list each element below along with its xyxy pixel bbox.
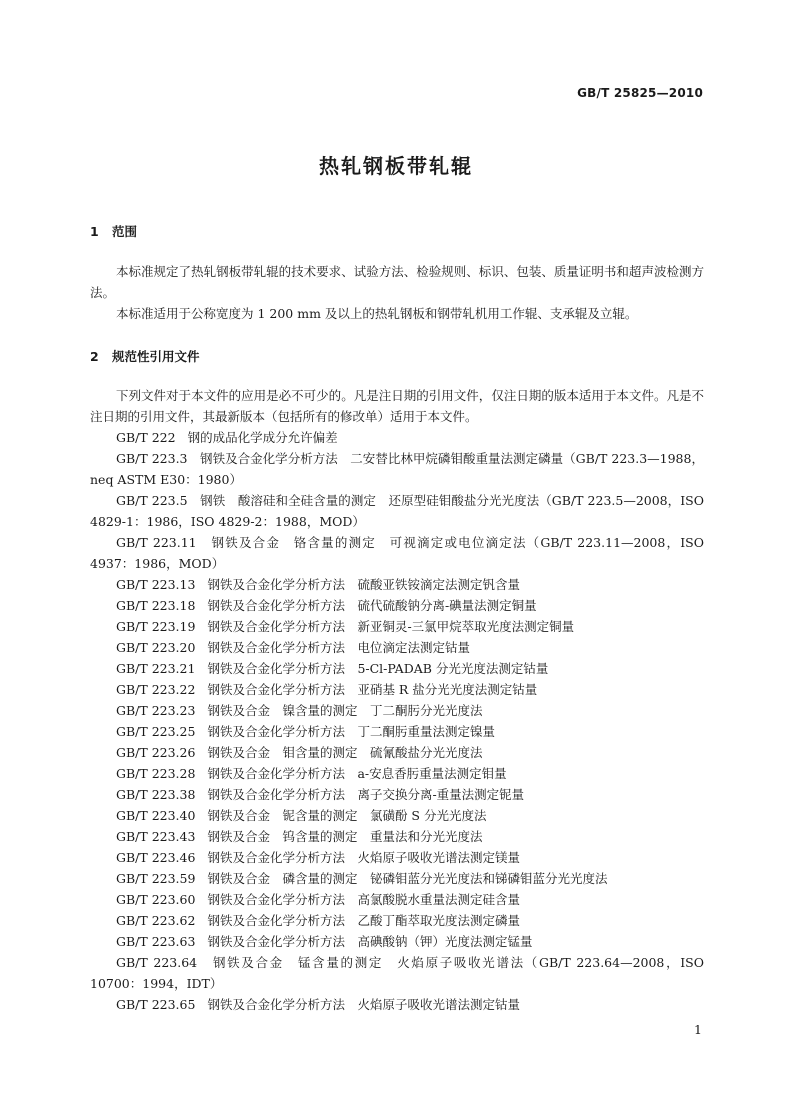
reference-title: 钢铁及合金化学分析方法 亚硝基 R 盐分光光度法测定钴量: [207, 682, 538, 697]
reference-title: 钢铁及合金 钨含量的测定 重量法和分光光度法: [207, 829, 483, 844]
reference-item: [90, 889, 704, 910]
reference-code: GB/T 223.63: [116, 934, 196, 949]
reference-title: 钢铁及合金化学分析方法 丁二酮肟重量法测定镍量: [207, 724, 495, 739]
reference-code: GB/T 223.3: [116, 451, 188, 466]
scope-paragraph-2: 本标准适用于公称宽度为 1 200 mm 及以上的热轧钢板和钢带轧机用工作辊、支承辊及立辊。: [116, 306, 638, 321]
reference-item: [90, 763, 704, 784]
reference-item: [90, 574, 704, 595]
reference-code: GB/T 223.62: [116, 913, 196, 928]
reference-item: [90, 826, 704, 847]
reference-item: [90, 595, 704, 616]
page-number: 1: [694, 1022, 702, 1037]
reference-title: 钢铁及合金化学分析方法 电位滴定法测定钴量: [207, 640, 470, 655]
reference-code: GB/T 223.21: [116, 661, 196, 676]
reference-title: 钢铁及合金化学分析方法 高碘酸钠（钾）光度法测定锰量: [207, 934, 533, 949]
reference-item: [90, 952, 704, 994]
normative-intro: 下列文件对于本文件的应用是必不可少的。凡是注日期的引用文件，仅注日期的版本适用于本文件。凡是不注日期的引用文件，其最新版本（包括所有的修改单）适用于本文件。: [90, 388, 704, 424]
reference-code: GB/T 223.59: [116, 871, 196, 886]
reference-item: [90, 742, 704, 763]
reference-title: 钢铁及合金化学分析方法 火焰原子吸收光谱法测定镁量: [207, 850, 520, 865]
reference-title: 钢铁及合金化学分析方法 5-Cl-PADAB 分光光度法测定钴量: [207, 661, 549, 676]
reference-item: [90, 994, 704, 1015]
reference-title: 钢铁 酸溶硅和全硅含量的测定 还原型硅钼酸盐分光光度法（GB/T 223.5—2008，ISO 4829-1：1986，ISO 4829-2：1988，MOD）: [90, 493, 704, 529]
reference-title: 钢铁及合金 铌含量的测定 氯磺酚 S 分光光度法: [207, 808, 487, 823]
reference-code: GB/T 223.65: [116, 997, 196, 1012]
reference-title: 钢铁及合金 磷含量的测定 铋磷钼蓝分光光度法和锑磷钼蓝分光光度法: [207, 871, 608, 886]
reference-title: 钢铁及合金 钼含量的测定 硫氰酸盐分光光度法: [207, 745, 483, 760]
standard-code: GB/T 25825—2010: [577, 86, 703, 100]
reference-title: 钢铁及合金化学分析方法 二安替比林甲烷磷钼酸重量法测定磷量（GB/T 223.3—1988，neq ASTM E30：1980）: [90, 451, 704, 487]
section-2-heading: [90, 347, 200, 365]
reference-code: GB/T 223.25: [116, 724, 196, 739]
reference-item: [90, 616, 704, 637]
reference-title: 钢铁及合金化学分析方法 新亚铜灵-三氯甲烷萃取光度法测定铜量: [207, 619, 575, 634]
reference-item: [90, 847, 704, 868]
section-number: 1: [90, 224, 99, 239]
reference-code: GB/T 223.5: [116, 493, 188, 508]
reference-code: GB/T 223.18: [116, 598, 196, 613]
section-title: 范围: [112, 224, 138, 239]
reference-code: GB/T 223.23: [116, 703, 196, 718]
reference-title: 钢的成品化学成分允许偏差: [187, 430, 338, 445]
reference-item: [90, 868, 704, 889]
reference-item: [90, 910, 704, 931]
reference-code: GB/T 223.64: [116, 955, 198, 970]
reference-code: GB/T 223.46: [116, 850, 196, 865]
reference-title: 钢铁及合金化学分析方法 a-安息香肟重量法测定钼量: [207, 766, 507, 781]
reference-item: [90, 805, 704, 826]
reference-code: GB/T 223.38: [116, 787, 196, 802]
reference-title: 钢铁及合金 镍含量的测定 丁二酮肟分光光度法: [207, 703, 483, 718]
reference-title: 钢铁及合金 锰含量的测定 火焰原子吸收光谱法（GB/T 223.64—2008，ISO 10700：1994，IDT）: [90, 955, 704, 991]
reference-code: GB/T 223.43: [116, 829, 196, 844]
reference-title: 钢铁及合金化学分析方法 高氯酸脱水重量法测定硅含量: [207, 892, 520, 907]
reference-code: GB/T 223.20: [116, 640, 196, 655]
reference-title: 钢铁及合金化学分析方法 火焰原子吸收光谱法测定钴量: [207, 997, 520, 1012]
reference-item: [90, 931, 704, 952]
reference-item: [90, 721, 704, 742]
section-title: 规范性引用文件: [112, 349, 200, 364]
reference-item: [90, 427, 704, 448]
reference-item: [90, 700, 704, 721]
reference-item: [90, 679, 704, 700]
reference-title: 钢铁及合金化学分析方法 离子交换分离-重量法测定铌量: [207, 787, 525, 802]
reference-code: GB/T 223.60: [116, 892, 196, 907]
reference-code: GB/T 223.40: [116, 808, 196, 823]
reference-item: [90, 532, 704, 574]
reference-title: 钢铁及合金化学分析方法 硫酸亚铁铵滴定法测定钒含量: [207, 577, 520, 592]
reference-code: GB/T 223.22: [116, 682, 196, 697]
reference-code: GB/T 223.13: [116, 577, 196, 592]
reference-code: GB/T 222: [116, 430, 176, 445]
scope-paragraph-1: 本标准规定了热轧钢板带轧辊的技术要求、试验方法、检验规则、标识、包装、质量证明书和超声波检测方法。: [90, 264, 704, 300]
reference-code: GB/T 223.26: [116, 745, 196, 760]
reference-title: 钢铁及合金化学分析方法 硫代硫酸钠分离-碘量法测定铜量: [207, 598, 537, 613]
section-1-heading: [90, 222, 137, 240]
reference-item: [90, 490, 704, 532]
reference-code: GB/T 223.19: [116, 619, 196, 634]
reference-item: [90, 658, 704, 679]
section-number: 2: [90, 349, 99, 364]
document-title: 热轧钢板带轧辊: [319, 154, 473, 178]
reference-item: [90, 637, 704, 658]
reference-title: 钢铁及合金化学分析方法 乙酸丁酯萃取光度法测定磷量: [207, 913, 520, 928]
reference-item: [90, 448, 704, 490]
reference-code: GB/T 223.11: [116, 535, 197, 550]
reference-item: [90, 784, 704, 805]
reference-title: 钢铁及合金 铬含量的测定 可视滴定或电位滴定法（GB/T 223.11—2008，ISO 4937：1986，MOD）: [90, 535, 704, 571]
reference-code: GB/T 223.28: [116, 766, 196, 781]
